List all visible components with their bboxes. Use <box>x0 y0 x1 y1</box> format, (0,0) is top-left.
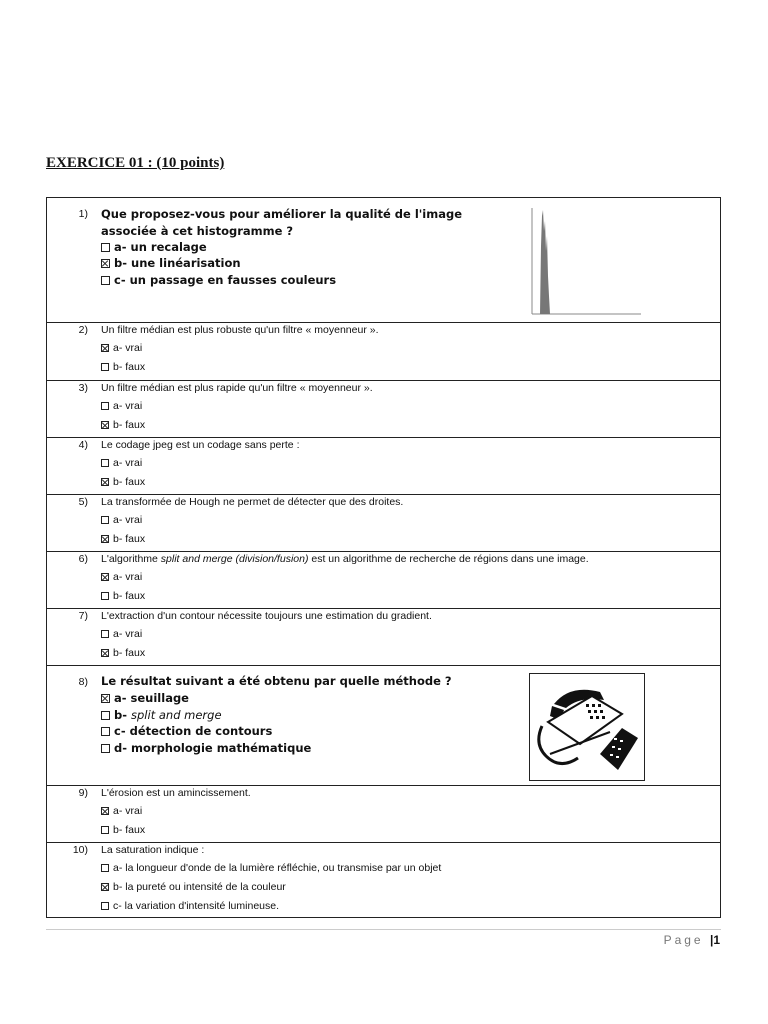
question-number: 10) <box>72 844 88 856</box>
option-a[interactable]: a- seuillage <box>101 691 189 705</box>
option-a[interactable]: a- un recalage <box>101 240 207 254</box>
checkbox-checked-icon[interactable] <box>101 573 109 581</box>
question-stem: Un filtre médian est plus rapide qu'un filtre « moyenneur ». <box>101 382 373 394</box>
option-b[interactable]: b- faux <box>101 361 145 373</box>
question-9 <box>47 785 720 842</box>
question-table <box>46 197 721 918</box>
option-c[interactable]: c- un passage en fausses couleurs <box>101 273 336 287</box>
checkbox-empty-icon[interactable] <box>101 243 110 252</box>
checkbox-empty-icon[interactable] <box>101 630 109 638</box>
question-stem: La saturation indique : <box>101 844 205 856</box>
question-number: 5) <box>78 496 88 508</box>
checkbox-checked-icon[interactable] <box>101 535 109 543</box>
question-number: 3) <box>78 382 88 394</box>
exercise-title: EXERCICE 01 : (10 points) <box>46 155 225 171</box>
question-stem: Le codage jpeg est un codage sans perte : <box>101 439 300 451</box>
checkbox-empty-icon[interactable] <box>101 459 109 467</box>
question-1 <box>47 198 720 322</box>
question-number: 4) <box>78 439 88 451</box>
question-number: 8) <box>78 676 88 688</box>
checkbox-checked-icon[interactable] <box>101 259 110 268</box>
question-stem: Que proposez-vous pour améliorer la qualité de l'image <box>101 207 462 221</box>
question-stem: La transformée de Hough ne permet de détecter que des droites. <box>101 496 404 508</box>
page-label: Page <box>663 933 704 947</box>
checkbox-checked-icon[interactable] <box>101 478 109 486</box>
question-number: 1) <box>78 208 88 220</box>
question-stem: L'algorithme split and merge (division/fusion) est un algorithme de recherche de régions dans une image. <box>101 553 589 565</box>
histogram-image <box>531 206 643 316</box>
checkbox-checked-icon[interactable] <box>101 649 109 657</box>
option-b[interactable]: b- faux <box>101 590 145 602</box>
question-2 <box>47 322 720 380</box>
checkbox-empty-icon[interactable] <box>101 864 109 872</box>
option-b[interactable]: b- faux <box>101 476 145 488</box>
checkbox-empty-icon[interactable] <box>101 516 109 524</box>
option-a[interactable]: a- vrai <box>101 457 142 469</box>
option-b[interactable]: b- faux <box>101 824 145 836</box>
checkbox-checked-icon[interactable] <box>101 344 109 352</box>
checkbox-checked-icon[interactable] <box>101 883 109 891</box>
footer-divider <box>46 929 721 930</box>
page-number: 1 <box>713 933 720 947</box>
checkbox-empty-icon[interactable] <box>101 744 110 753</box>
question-stem: Le résultat suivant a été obtenu par quelle méthode ? <box>101 674 452 688</box>
question-5 <box>47 494 720 551</box>
option-a[interactable]: a- vrai <box>101 342 142 354</box>
question-number: 7) <box>78 610 88 622</box>
checkbox-empty-icon[interactable] <box>101 727 110 736</box>
question-number: 6) <box>78 553 88 565</box>
question-3 <box>47 380 720 437</box>
question-10 <box>47 842 720 917</box>
question-7 <box>47 608 720 665</box>
checkbox-empty-icon[interactable] <box>101 276 110 285</box>
telephone-thresholded-image <box>529 673 645 781</box>
option-b[interactable]: b- une linéarisation <box>101 256 241 270</box>
checkbox-empty-icon[interactable] <box>101 902 109 910</box>
option-b[interactable]: b- faux <box>101 647 145 659</box>
option-a[interactable]: a- vrai <box>101 400 142 412</box>
checkbox-empty-icon[interactable] <box>101 363 109 371</box>
option-a[interactable]: a- vrai <box>101 628 142 640</box>
option-a[interactable]: a- vrai <box>101 514 142 526</box>
option-d[interactable]: d- morphologie mathématique <box>101 741 311 755</box>
checkbox-checked-icon[interactable] <box>101 694 110 703</box>
page-separator: | <box>709 933 714 947</box>
question-8 <box>47 665 720 785</box>
question-4 <box>47 437 720 494</box>
checkbox-empty-icon[interactable] <box>101 711 110 720</box>
option-b[interactable]: b- split and merge <box>101 708 222 722</box>
checkbox-checked-icon[interactable] <box>101 807 109 815</box>
page-footer <box>664 933 720 947</box>
question-number: 2) <box>78 324 88 336</box>
option-a[interactable]: a- vrai <box>101 571 142 583</box>
question-stem: Un filtre médian est plus robuste qu'un filtre « moyenneur ». <box>101 324 379 336</box>
option-c[interactable]: c- la variation d'intensité lumineuse. <box>101 900 279 912</box>
checkbox-checked-icon[interactable] <box>101 421 109 429</box>
checkbox-empty-icon[interactable] <box>101 826 109 834</box>
option-a[interactable]: a- la longueur d'onde de la lumière réfléchie, ou transmise par un objet <box>101 862 441 874</box>
checkbox-empty-icon[interactable] <box>101 592 109 600</box>
option-b[interactable]: b- faux <box>101 533 145 545</box>
question-stem: L'extraction d'un contour nécessite toujours une estimation du gradient. <box>101 610 432 622</box>
question-stem-line2: associée à cet histogramme ? <box>101 224 294 238</box>
question-6 <box>47 551 720 608</box>
question-number: 9) <box>78 787 88 799</box>
option-b[interactable]: b- la pureté ou intensité de la couleur <box>101 881 286 893</box>
checkbox-empty-icon[interactable] <box>101 402 109 410</box>
option-a[interactable]: a- vrai <box>101 805 142 817</box>
option-b[interactable]: b- faux <box>101 419 145 431</box>
question-stem: L'érosion est un amincissement. <box>101 787 251 799</box>
option-c[interactable]: c- détection de contours <box>101 724 272 738</box>
